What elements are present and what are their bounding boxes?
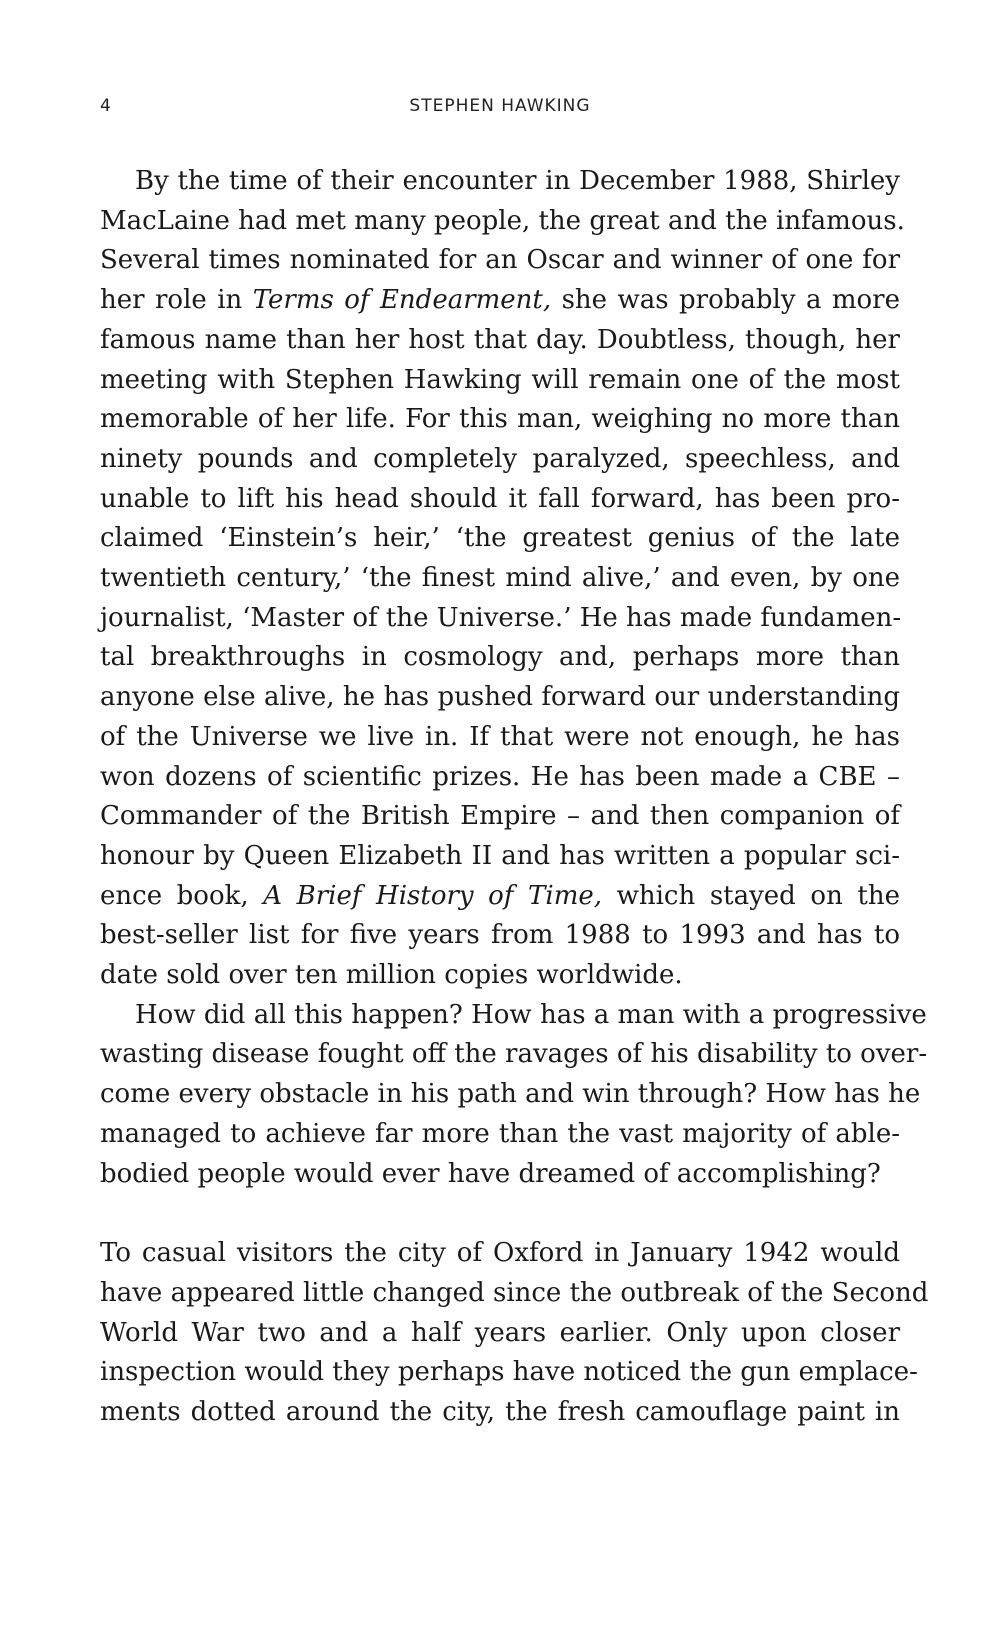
- text-line: [100, 281, 900, 321]
- text-line: claimed ‘Einstein’s heir,’ ‘the greatest genius of the late: [100, 523, 900, 554]
- text-line: To casual visitors the city of Oxford in January 1942 would: [100, 1238, 900, 1269]
- text-line: have appeared little changed since the outbreak of the Second: [100, 1277, 929, 1308]
- paragraph-2: [100, 996, 928, 1195]
- text-line: memorable of her life. For this man, weighing no more than: [100, 404, 900, 435]
- text-line: bodied people would ever have dreamed of accomplishing?: [100, 1158, 881, 1189]
- text-line: How did all this happen? How has a man with a progressive: [135, 999, 927, 1030]
- text-segment: ence book,: [100, 880, 264, 911]
- text-line: Several times nominated for an Oscar and winner of one for: [100, 245, 900, 276]
- text-line: ments dotted around the city, the fresh camouflage paint in: [100, 1397, 900, 1428]
- text-line: honour by Queen Elizabeth II and has written a popular sci-: [100, 840, 900, 871]
- text-line: twentieth century,’ ‘the finest mind alive,’ and even, by one: [100, 563, 900, 594]
- text-line: MacLaine had met many people, the great and the infamous.: [100, 205, 905, 236]
- text-line: [100, 877, 900, 917]
- text-line: tal breakthroughs in cosmology and, perhaps more than: [100, 642, 900, 673]
- text-segment: her role in: [100, 285, 253, 316]
- text-line: of the Universe we live in. If that were not enough, he has: [100, 721, 900, 752]
- body-text: [100, 162, 929, 1433]
- text-segment: she was probably a more: [551, 285, 900, 316]
- paragraph-3: [100, 1234, 929, 1433]
- text-line: best-seller list for five years from 1988 to 1993 and has to: [100, 920, 900, 951]
- text-line: World War two and a half years earlier. Only upon closer: [100, 1317, 900, 1348]
- film-title: Terms of Endearment,: [252, 285, 552, 316]
- page-number: 4: [100, 96, 112, 116]
- text-line: come every obstacle in his path and win through? How has he: [100, 1079, 921, 1110]
- text-line: inspection would they perhaps have noticed the gun emplace-: [100, 1357, 918, 1388]
- text-line: wasting disease fought off the ravages of his disability to over-: [100, 1039, 928, 1070]
- text-segment: which stayed on the: [602, 880, 900, 911]
- text-line: anyone else alive, he has pushed forward our understanding: [100, 682, 900, 713]
- running-title: STEPHEN HAWKING: [409, 96, 591, 116]
- text-line: managed to achieve far more than the vast majority of able-: [100, 1118, 900, 1149]
- text-line: famous name than her host that day. Doubtless, though, her: [100, 324, 900, 355]
- paragraph-1: [100, 162, 905, 996]
- text-line: journalist, ‘Master of the Universe.’ He has made fundamen-: [100, 602, 902, 633]
- text-line: unable to lift his head should it fall forward, has been pro-: [100, 483, 900, 514]
- text-line: Commander of the British Empire – and then companion of: [100, 801, 900, 832]
- text-line: meeting with Stephen Hawking will remain one of the most: [100, 364, 900, 395]
- running-header: [100, 96, 900, 126]
- book-title-italic: A Brief History of Time,: [263, 880, 603, 911]
- text-line: By the time of their encounter in December 1988, Shirley: [135, 166, 900, 196]
- text-line: ninety pounds and completely paralyzed, speechless, and: [100, 443, 900, 474]
- text-line: won dozens of scientific prizes. He has been made a CBE –: [100, 761, 900, 792]
- text-line: date sold over ten million copies worldwide.: [100, 960, 683, 991]
